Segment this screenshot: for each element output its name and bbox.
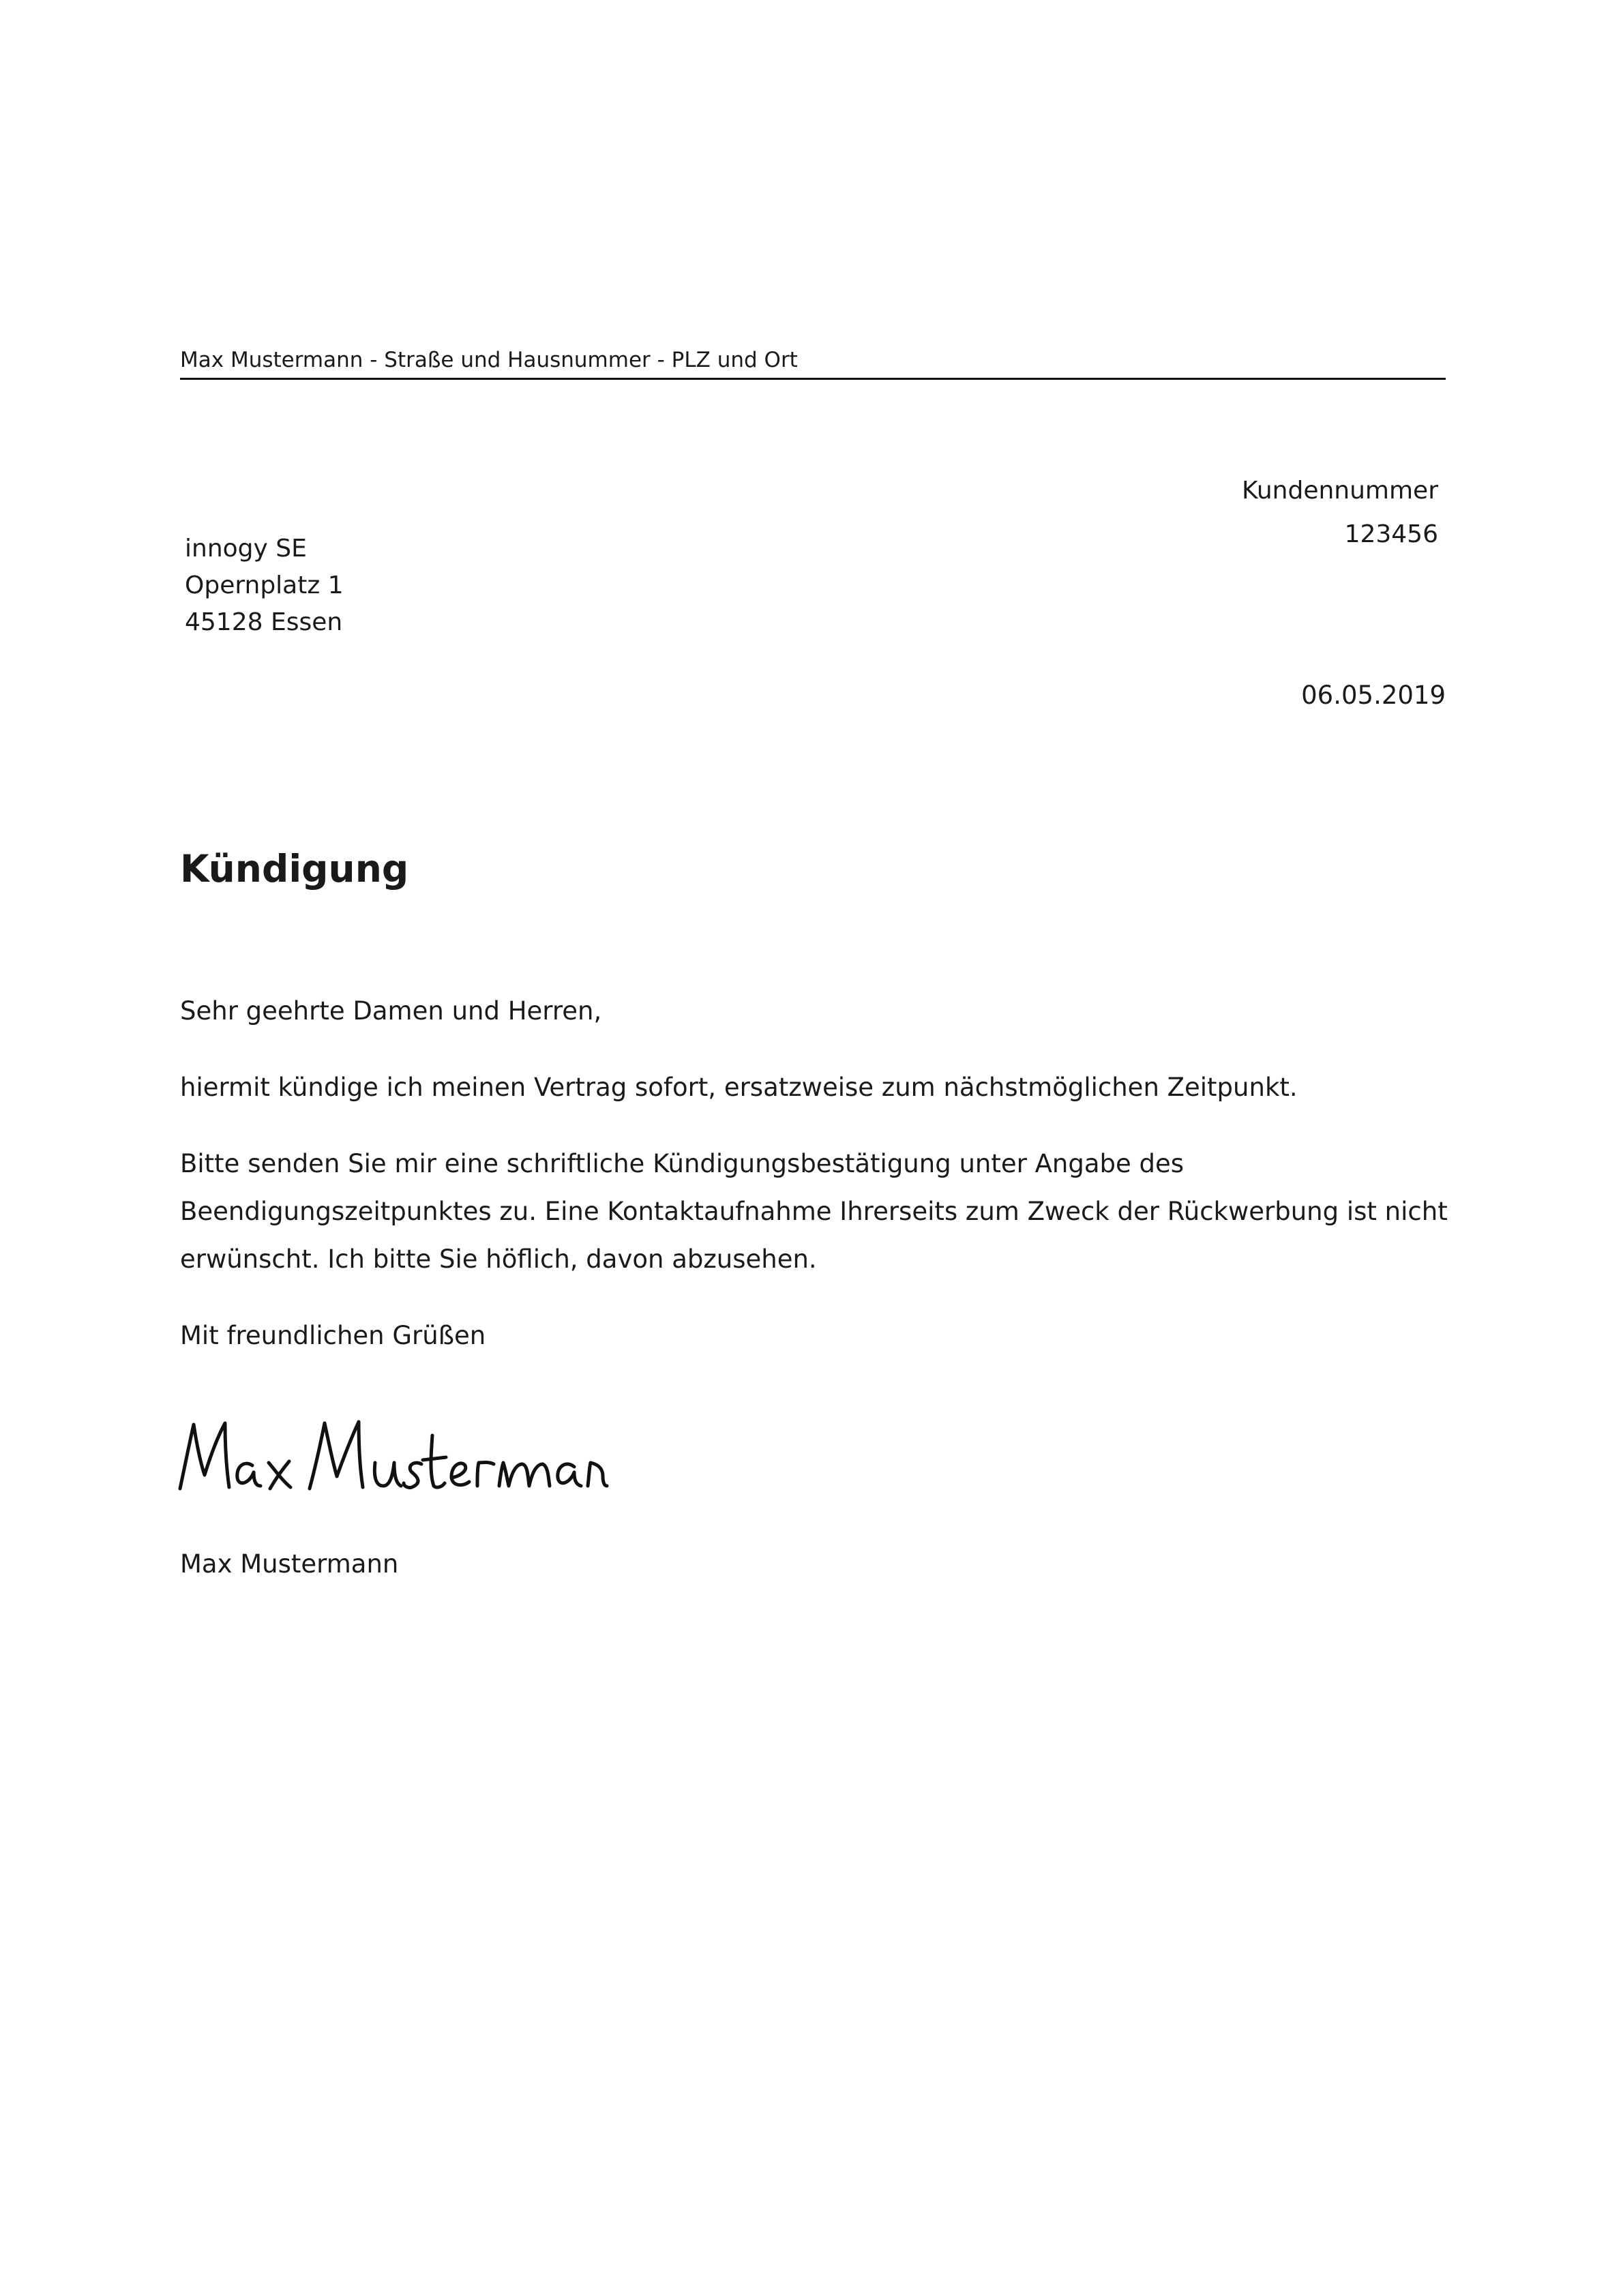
signer-printed-name: Max Mustermann	[180, 1549, 399, 1579]
recipient-address	[185, 531, 344, 641]
body-paragraph-2: Bitte senden Sie mir eine schriftliche Kündigungsbestätigung unter Angabe des Beendigungszeitpunktes zu. Eine Kontaktaufnahme Ihrerseits zum Zweck der Rückwerbung ist nicht erwünscht. Ich bitte Sie höflich, davon abzusehen.	[180, 1149, 1448, 1274]
recipient-street: Opernplatz 1	[185, 571, 344, 599]
customer-number-value: 123456	[1344, 520, 1438, 548]
recipient-city: 45128 Essen	[185, 608, 343, 636]
customer-number-label: Kundennummer	[1242, 477, 1438, 505]
letter-date: 06.05.2019	[1301, 681, 1446, 710]
recipient-name: innogy SE	[185, 535, 307, 563]
sender-return-address: Max Mustermann - Straße und Hausnummer - PLZ und Ort	[180, 348, 798, 372]
salutation: Sehr geehrte Damen und Herren,	[180, 996, 602, 1026]
sender-divider	[180, 378, 1446, 380]
body-paragraph-1: hiermit kündige ich meinen Vertrag sofort, ersatzweise zum nächstmöglichen Zeitpunkt.	[180, 1073, 1298, 1102]
letter-body	[180, 987, 1448, 1388]
closing: Mit freundlichen Grüßen	[180, 1321, 486, 1350]
handwritten-signature	[176, 1415, 612, 1497]
letter-subject: Kündigung	[180, 847, 409, 891]
